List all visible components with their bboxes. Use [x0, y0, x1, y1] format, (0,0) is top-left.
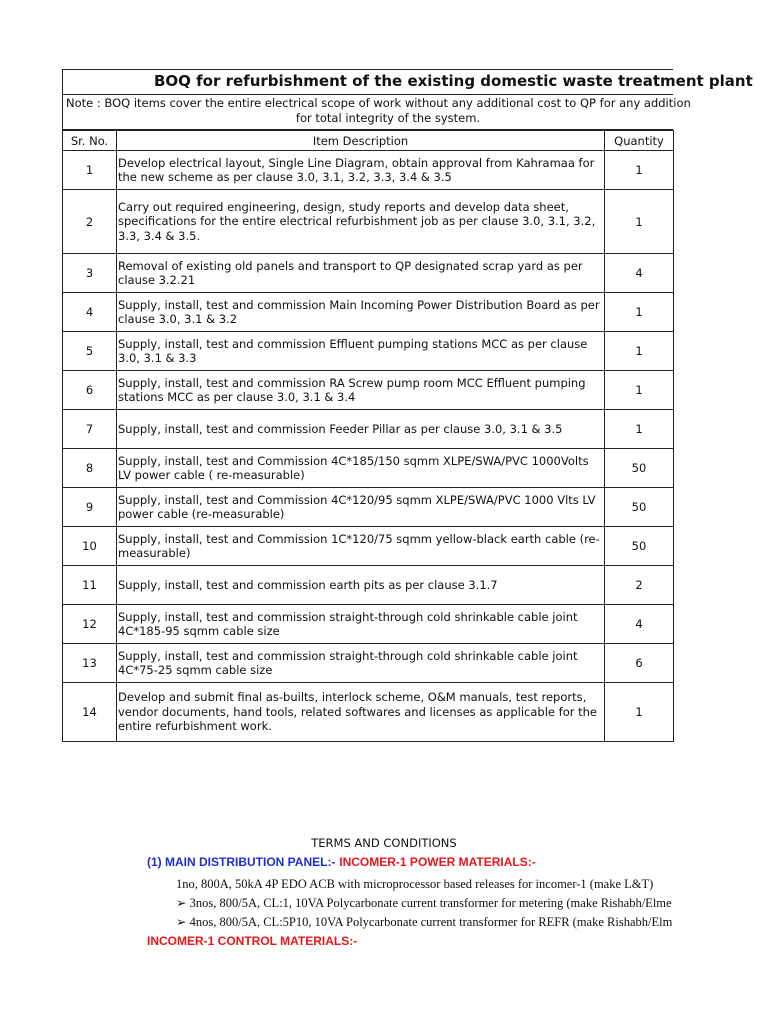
row-quantity: 1 — [605, 332, 674, 371]
row-description: Supply, install, test and Commission 1C*120/75 sqmm yellow-black earth cable (re-measurable) — [117, 527, 605, 566]
bullet-arrow-icon: ➢ — [176, 915, 187, 929]
term-item-3 — [176, 915, 673, 930]
row-sr-no: 3 — [63, 254, 117, 293]
row-quantity: 6 — [605, 644, 674, 683]
row-quantity: 1 — [605, 151, 674, 190]
boq-title-row — [62, 69, 753, 94]
row-sr-no: 1 — [63, 151, 117, 190]
row-sr-no: 4 — [63, 293, 117, 332]
table-header-row — [63, 131, 674, 151]
header-item-description: Item Description — [117, 131, 605, 151]
row-description: Supply, install, test and commission earth pits as per clause 3.1.7 — [117, 566, 605, 605]
table-row — [63, 332, 674, 371]
row-description: Supply, install, test and commission straight-through cold shrinkable cable joint 4C*75-25 sqmm cable size — [117, 644, 605, 683]
bullet-arrow-icon: ➢ — [176, 896, 187, 910]
row-sr-no: 12 — [63, 605, 117, 644]
table-row — [63, 254, 674, 293]
table-row — [63, 151, 674, 190]
row-sr-no: 13 — [63, 644, 117, 683]
row-quantity: 1 — [605, 371, 674, 410]
header-quantity: Quantity — [605, 131, 674, 151]
row-quantity: 1 — [605, 683, 674, 742]
table-row — [63, 293, 674, 332]
row-description: Supply, install, test and commission straight-through cold shrinkable cable joint 4C*185-95 sqmm cable size — [117, 605, 605, 644]
boq-sheet — [62, 69, 753, 742]
row-description: Develop electrical layout, Single Line Diagram, obtain approval from Kahramaa for the new scheme as per clause 3.0, 3.1, 3.2, 3.3, 3.4 & 3.5 — [117, 151, 605, 190]
row-quantity: 2 — [605, 566, 674, 605]
row-description: Supply, install, test and commission RA Screw pump room MCC Effluent pumping stations MCC as per clause 3.0, 3.1 & 3.4 — [117, 371, 605, 410]
control-materials-label: INCOMER-1 CONTROL MATERIALS:- — [147, 934, 358, 948]
row-quantity: 50 — [605, 488, 674, 527]
row-sr-no: 6 — [63, 371, 117, 410]
row-sr-no: 11 — [63, 566, 117, 605]
row-quantity: 50 — [605, 527, 674, 566]
table-row — [63, 566, 674, 605]
boq-table — [62, 130, 674, 742]
table-row — [63, 644, 674, 683]
row-quantity: 1 — [605, 293, 674, 332]
term-item-2 — [176, 896, 673, 911]
row-description: Carry out required engineering, design, study reports and develop data sheet, specifications for the entire electrical refurbishment job as per clause 3.0, 3.1, 3.2, 3.3, 3.4 & 3.5. — [117, 190, 605, 254]
table-row — [63, 410, 674, 449]
header-sr-no: Sr. No. — [63, 131, 117, 151]
row-description: Removal of existing old panels and transport to QP designated scrap yard as per clause 3.2.21 — [117, 254, 605, 293]
row-description: Develop and submit final as-builts, interlock scheme, O&M manuals, test reports, vendor documents, hand tools, related softwares and licenses as applicable for the entire refurbishment work. — [117, 683, 605, 742]
section1-heading — [147, 855, 536, 870]
note-line-2: for total integrity of the system. — [295, 111, 481, 125]
row-sr-no: 10 — [63, 527, 117, 566]
row-description: Supply, install, test and commission Main Incoming Power Distribution Board as per clause 3.0, 3.1 & 3.2 — [117, 293, 605, 332]
table-row — [63, 683, 674, 742]
terms-title: TERMS AND CONDITIONS — [311, 836, 457, 850]
row-quantity: 1 — [605, 410, 674, 449]
row-description: Supply, install, test and Commission 4C*185/150 sqmm XLPE/SWA/PVC 1000Volts LV power cable ( re-measurable) — [117, 449, 605, 488]
row-description: Supply, install, test and Commission 4C*120/95 sqmm XLPE/SWA/PVC 1000 Vlts LV power cable (re-measurable) — [117, 488, 605, 527]
row-sr-no: 5 — [63, 332, 117, 371]
boq-note — [62, 94, 691, 130]
table-row — [63, 527, 674, 566]
row-sr-no: 14 — [63, 683, 117, 742]
term-item-2-text: 3nos, 800/5A, CL:1, 10VA Polycarbonate current transformer for metering (make Rishabh/Elme — [189, 896, 672, 910]
boq-title: BOQ for refurbishment of the existing domestic waste treatment plant — [154, 72, 753, 90]
row-quantity: 50 — [605, 449, 674, 488]
term-item-1: 1no, 800A, 50kA 4P EDO ACB with microprocessor based releases for incomer-1 (make L&T) — [176, 877, 654, 891]
row-sr-no: 8 — [63, 449, 117, 488]
note-line-1: Note : BOQ items cover the entire electrical scope of work without any additional cost to QP for any addition — [66, 96, 691, 110]
table-row — [63, 488, 674, 527]
row-description: Supply, install, test and commission Feeder Pillar as per clause 3.0, 3.1 & 3.5 — [117, 410, 605, 449]
row-quantity: 4 — [605, 605, 674, 644]
table-row — [63, 371, 674, 410]
row-sr-no: 7 — [63, 410, 117, 449]
row-quantity: 4 — [605, 254, 674, 293]
table-row — [63, 605, 674, 644]
section1-label: (1) MAIN DISTRIBUTION PANEL:- — [147, 855, 336, 869]
table-row — [63, 190, 674, 254]
row-quantity: 1 — [605, 190, 674, 254]
row-sr-no: 9 — [63, 488, 117, 527]
term-item-3-text: 4nos, 800/5A, CL:5P10, 10VA Polycarbonate current transformer for REFR (make Rishabh/Elm — [189, 915, 673, 929]
row-description: Supply, install, test and commission Effluent pumping stations MCC as per clause 3.0, 3.1 & 3.3 — [117, 332, 605, 371]
section1-sub: INCOMER-1 POWER MATERIALS:- — [339, 855, 536, 869]
row-sr-no: 2 — [63, 190, 117, 254]
table-row — [63, 449, 674, 488]
